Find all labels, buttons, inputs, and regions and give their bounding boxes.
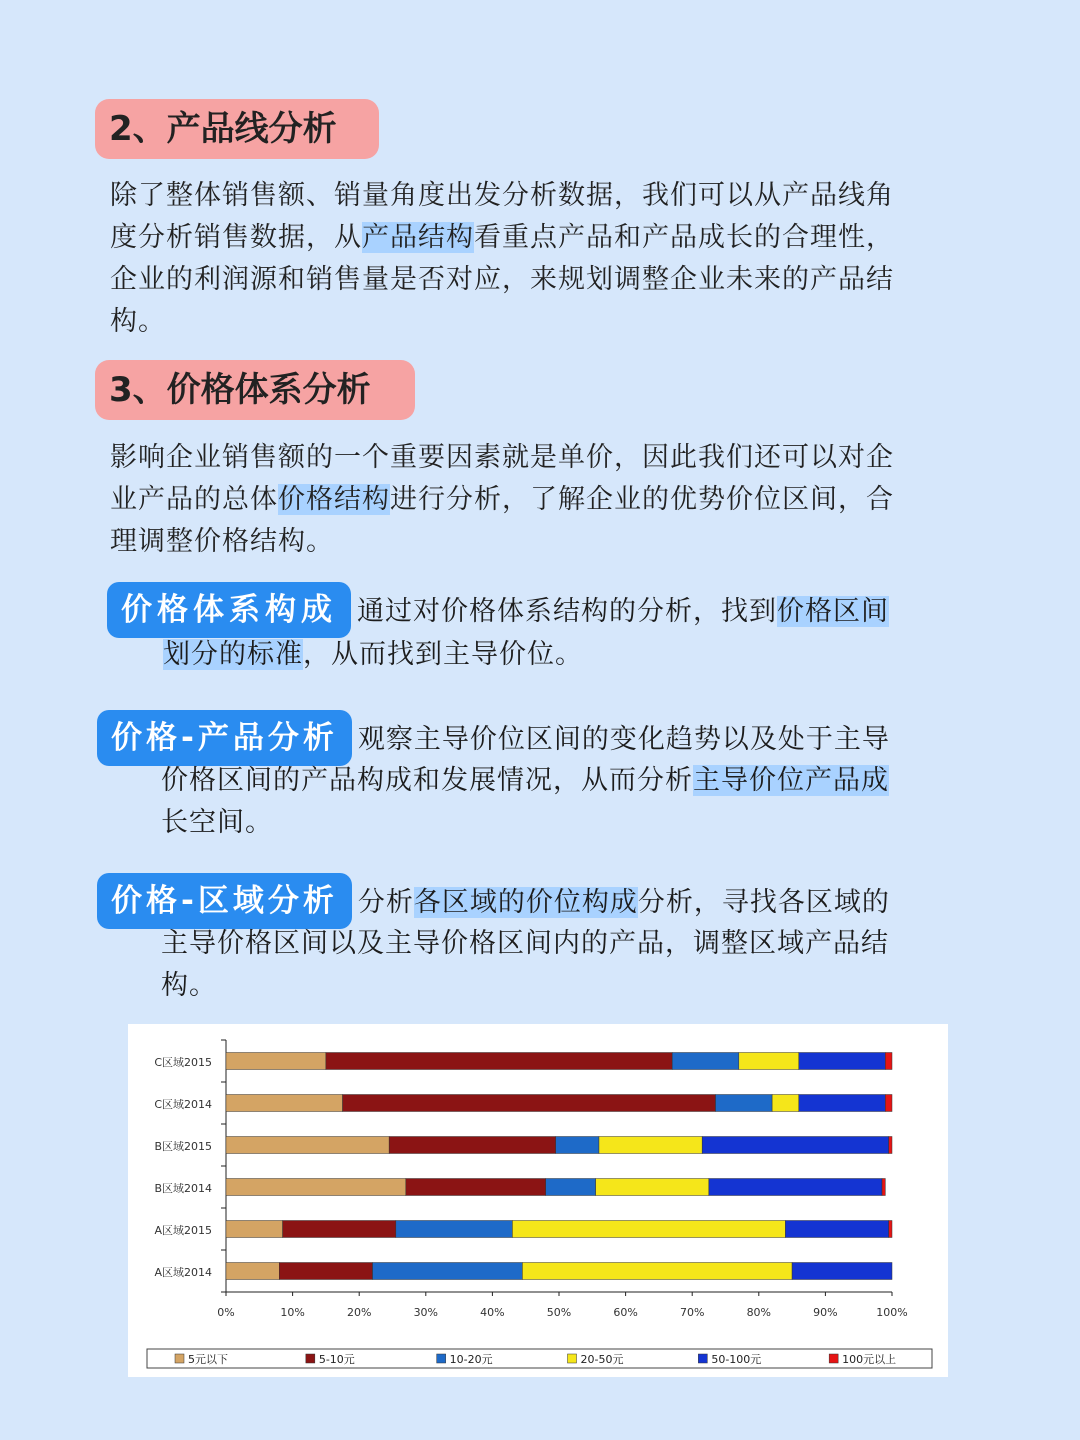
bar-segment: [226, 1137, 389, 1154]
text-line: 观察主导价位区间的变化趋势以及处于主导: [357, 724, 890, 755]
text-segment: 业产品的总体: [110, 484, 278, 515]
y-tick-label: B区域2015: [154, 1140, 212, 1153]
x-tick-label: 50%: [546, 1306, 572, 1319]
bar-segment: [556, 1137, 599, 1154]
x-tick-label: 0%: [217, 1306, 235, 1319]
section-title-price-system: 3、价格体系分析: [95, 360, 415, 420]
text-line: [107, 634, 967, 676]
badge-price-region-analysis: 价格-区域分析: [97, 873, 352, 929]
text-segment: 进行分析，了解企业的优势价位区间，合: [390, 484, 894, 515]
text-line: 主导价格区间以及主导价格区间内的产品，调整区域产品结: [161, 928, 889, 959]
bar-segment: [882, 1179, 885, 1196]
bar-segment: [373, 1263, 523, 1280]
bar-segment: [702, 1137, 888, 1154]
text-segment: 分析，寻找各区域的: [637, 887, 890, 918]
bar-segment: [226, 1179, 406, 1196]
text-line: 构。: [110, 306, 166, 337]
text-line: [358, 873, 890, 924]
x-tick-label: 100%: [876, 1306, 908, 1319]
x-tick-label: 30%: [413, 1306, 439, 1319]
legend-label: 20-50元: [580, 1353, 624, 1366]
y-tick-label: C区域2015: [154, 1056, 212, 1069]
highlight-region-price-composition: 各区域的价位构成: [413, 887, 638, 918]
legend-label: 50-100元: [711, 1353, 762, 1366]
text-line: 长空间。: [161, 807, 273, 838]
legend-label: 10-20元: [449, 1353, 493, 1366]
legend-swatch: [829, 1354, 838, 1363]
bar-segment: [226, 1053, 326, 1070]
legend-label: 5元以下: [188, 1353, 228, 1366]
price-region-stacked-bar-chart: [128, 1024, 948, 1377]
highlight-division-standard: 划分的标准: [163, 639, 303, 670]
legend-box: [147, 1349, 932, 1368]
highlight-product-structure: 产品结构: [362, 222, 474, 253]
text-segment: 分析: [357, 887, 414, 918]
text-segment: 价格区间的产品构成和发展情况，从而分析: [161, 765, 693, 796]
bar-segment: [792, 1263, 892, 1280]
bar-segment: [546, 1179, 596, 1196]
text-line: [357, 582, 889, 633]
text-line: 构。: [161, 970, 217, 1001]
y-tick-label: B区域2014: [154, 1182, 212, 1195]
bar-segment: [889, 1221, 892, 1238]
badge-price-product-analysis: 价格-产品分析: [97, 710, 352, 766]
text-line: [110, 217, 970, 259]
text-line: 除了整体销售额、销量角度出发分析数据，我们可以从产品线角: [110, 180, 894, 211]
bar-segment: [885, 1053, 892, 1070]
bar-segment: [799, 1095, 886, 1112]
text-segment: 度分析销售数据，从: [110, 222, 362, 253]
text-segment: ，从而找到主导价位。: [303, 639, 583, 670]
bar-segment: [522, 1263, 792, 1280]
legend-label: 5-10元: [318, 1353, 355, 1366]
bar-segment: [326, 1053, 672, 1070]
bar-segment: [396, 1221, 513, 1238]
bar-segment: [389, 1137, 556, 1154]
bar-segment: [785, 1221, 888, 1238]
legend-swatch: [175, 1354, 184, 1363]
bar-segment: [596, 1179, 709, 1196]
bar-segment: [343, 1095, 716, 1112]
bar-segment: [226, 1095, 343, 1112]
x-tick-label: 10%: [280, 1306, 305, 1319]
bar-segment: [226, 1221, 283, 1238]
bar-segment: [885, 1095, 892, 1112]
x-tick-label: 90%: [813, 1306, 838, 1319]
text-line: 影响企业销售额的一个重要因素就是单价，因此我们还可以对企: [110, 442, 894, 473]
bar-segment: [799, 1053, 886, 1070]
text-line: [110, 479, 970, 521]
item-price-region-analysis: [97, 873, 967, 1007]
x-tick-label: 40%: [480, 1306, 505, 1319]
bar-segment: [716, 1095, 773, 1112]
x-tick-label: 70%: [679, 1306, 705, 1319]
bar-segment: [279, 1263, 372, 1280]
highlight-main-price-product: 主导价位产品成: [693, 765, 889, 796]
x-tick-label: 80%: [746, 1306, 772, 1319]
item-price-product-analysis: [97, 710, 967, 844]
text-segment: 通过对价格体系结构的分析，找到: [357, 596, 777, 627]
section-title-product-line: 2、产品线分析: [95, 99, 379, 159]
chart-svg: [128, 1024, 948, 1377]
bar-segment: [283, 1221, 396, 1238]
bar-segment: [226, 1263, 279, 1280]
legend-swatch: [568, 1354, 577, 1363]
item-price-system-composition: [107, 582, 967, 676]
legend-swatch: [306, 1354, 315, 1363]
bar-segment: [406, 1179, 546, 1196]
text-segment: 看重点产品和产品成长的合理性，: [474, 222, 894, 253]
bar-segment: [739, 1053, 799, 1070]
bar-segment: [599, 1137, 702, 1154]
bar-segment: [512, 1221, 785, 1238]
bar-segment: [709, 1179, 882, 1196]
legend-swatch: [437, 1354, 446, 1363]
y-tick-label: A区域2014: [154, 1266, 212, 1279]
y-tick-label: A区域2015: [154, 1224, 212, 1237]
badge-price-system-composition: 价格体系构成: [107, 582, 351, 638]
text-line: 企业的利润源和销售量是否对应，来规划调整企业未来的产品结: [110, 264, 894, 295]
section-product-line-text: [110, 175, 970, 343]
highlight-price-interval: 价格区间: [777, 596, 889, 627]
text-line: 理调整价格结构。: [110, 526, 334, 557]
text-line: [97, 760, 967, 802]
bar-segment: [672, 1053, 739, 1070]
highlight-price-structure: 价格结构: [278, 484, 390, 515]
bar-segment: [889, 1137, 892, 1154]
bar-segment: [772, 1095, 799, 1112]
legend-swatch: [698, 1354, 707, 1363]
y-tick-label: C区域2014: [154, 1098, 212, 1111]
section-price-system-text: [110, 437, 970, 563]
x-tick-label: 60%: [613, 1306, 638, 1319]
legend-label: 100元以上: [842, 1353, 897, 1366]
x-tick-label: 20%: [346, 1306, 372, 1319]
